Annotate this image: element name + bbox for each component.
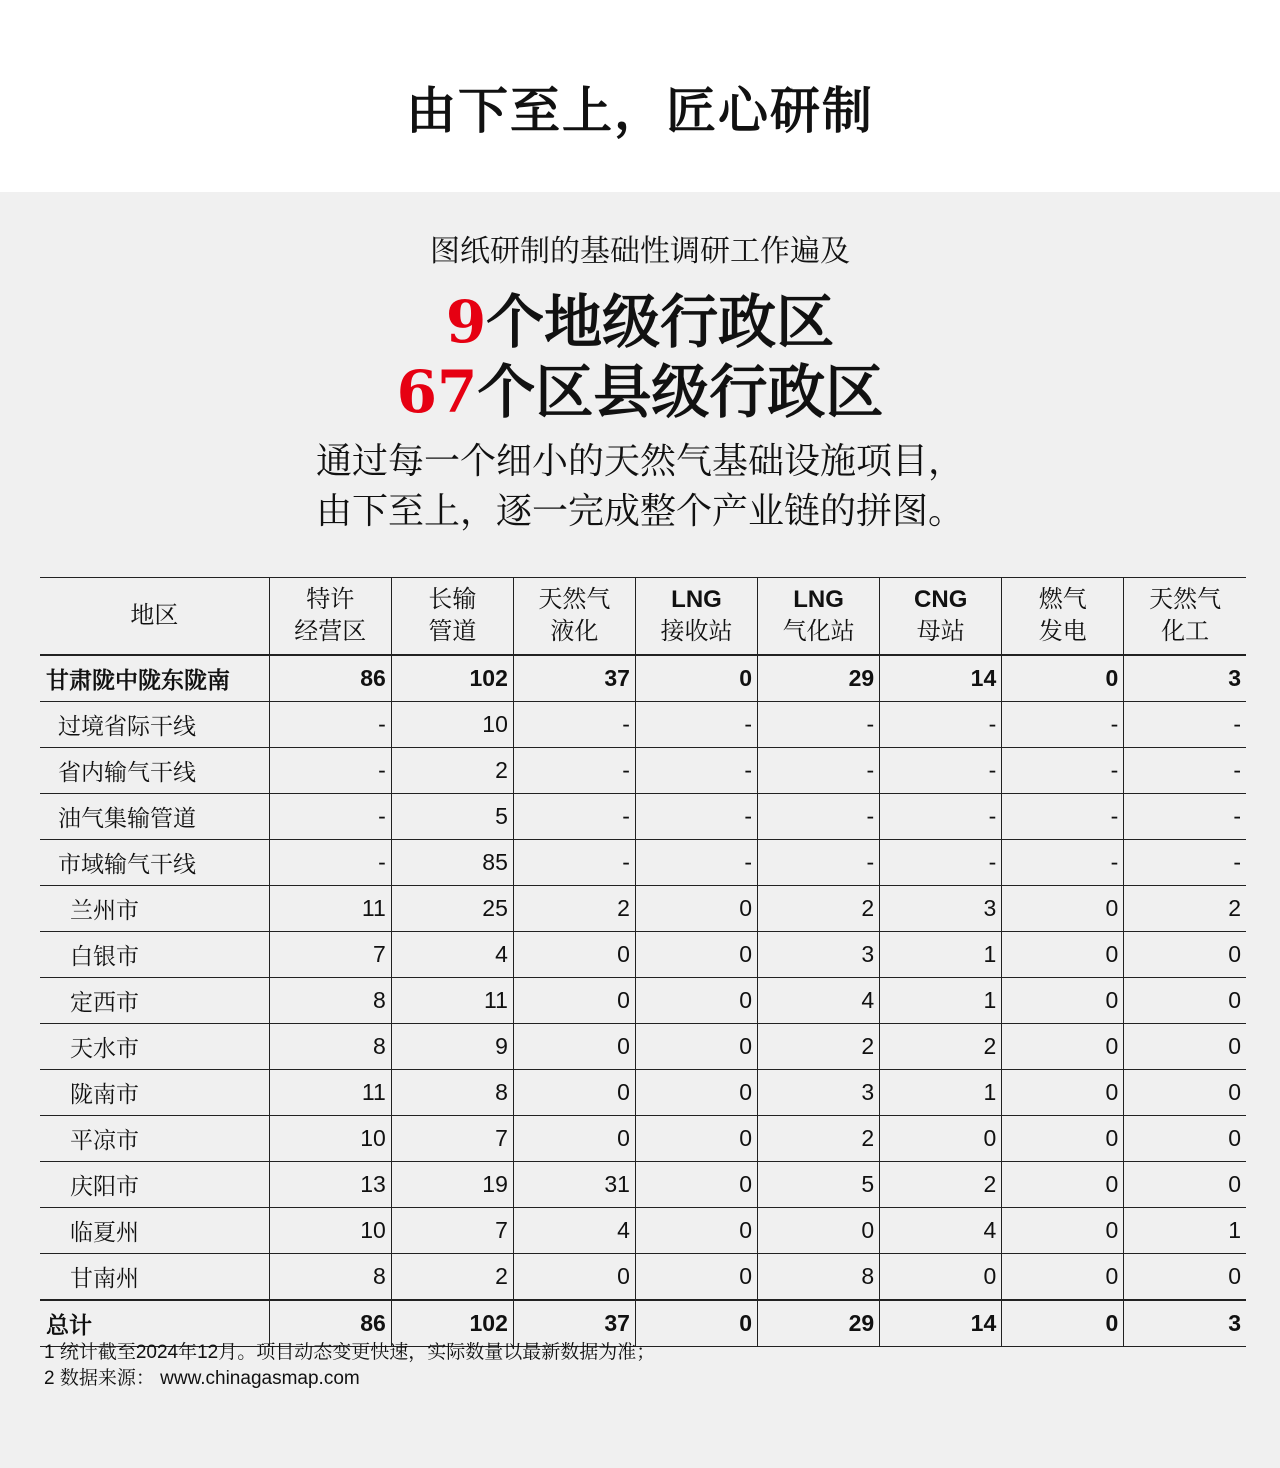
value-cell: 29 <box>758 655 880 702</box>
value-cell: 0 <box>1124 1116 1246 1162</box>
value-cell: 0 <box>635 1116 757 1162</box>
value-cell: 0 <box>1002 886 1124 932</box>
value-cell: 4 <box>513 1208 635 1254</box>
value-cell: 29 <box>758 1300 880 1347</box>
value-cell: - <box>880 748 1002 794</box>
value-cell: - <box>635 840 757 886</box>
table-row <box>40 978 1246 1024</box>
column-header-line1: 地区 <box>130 602 179 629</box>
description-line-2: 由下至上，逐一完成整个产业链的拼图。 <box>315 491 964 532</box>
region-name-cell: 天水市 <box>40 1024 269 1070</box>
column-header-line1: LNG <box>671 586 722 613</box>
column-header-line1: 燃气 <box>1038 586 1087 613</box>
value-cell: 8 <box>391 1070 513 1116</box>
value-cell: 31 <box>513 1162 635 1208</box>
value-cell: 19 <box>391 1162 513 1208</box>
value-cell: 85 <box>391 840 513 886</box>
column-header <box>391 578 513 656</box>
column-header <box>1124 578 1246 656</box>
value-cell: 2 <box>391 1254 513 1301</box>
value-cell: - <box>1002 794 1124 840</box>
column-header-line1: 长输 <box>428 586 477 613</box>
value-cell: 0 <box>1002 1208 1124 1254</box>
region-name-cell: 庆阳市 <box>40 1162 269 1208</box>
value-cell: 0 <box>880 1254 1002 1301</box>
column-header <box>758 578 880 656</box>
value-cell: - <box>880 794 1002 840</box>
table-row <box>40 1070 1246 1116</box>
region-name-cell: 省内输气干线 <box>40 748 269 794</box>
value-cell: 11 <box>269 886 391 932</box>
value-cell: 37 <box>513 655 635 702</box>
value-cell: 10 <box>391 702 513 748</box>
table-row <box>40 932 1246 978</box>
value-cell: - <box>758 702 880 748</box>
value-cell: 2 <box>1124 886 1246 932</box>
value-cell: - <box>758 794 880 840</box>
value-cell: 4 <box>758 978 880 1024</box>
column-header-line2: 化工 <box>1161 618 1210 645</box>
value-cell: - <box>1124 748 1246 794</box>
region-name-cell: 平凉市 <box>40 1116 269 1162</box>
value-cell: 0 <box>1124 1070 1246 1116</box>
value-cell: 2 <box>391 748 513 794</box>
column-header-line2: 接收站 <box>660 618 733 645</box>
value-cell: 0 <box>635 1208 757 1254</box>
column-header-line2: 管道 <box>428 618 477 645</box>
value-cell: 0 <box>513 1254 635 1301</box>
value-cell: 0 <box>1124 978 1246 1024</box>
page-title: 由下至上，匠心研制 <box>406 82 874 140</box>
value-cell: 10 <box>269 1116 391 1162</box>
stat-line-prefecture <box>0 288 1280 356</box>
footnote-1: 1 统计截至2024年12月。项目动态变更快速，实际数量以最新数据为准； <box>44 1342 656 1363</box>
value-cell: 0 <box>513 1116 635 1162</box>
value-cell: - <box>1124 840 1246 886</box>
value-cell: 0 <box>635 978 757 1024</box>
column-header-line1: LNG <box>793 586 844 613</box>
region-name-cell: 临夏州 <box>40 1208 269 1254</box>
value-cell: 4 <box>391 932 513 978</box>
value-cell: - <box>1124 794 1246 840</box>
value-cell: 0 <box>513 1070 635 1116</box>
value-cell: 0 <box>635 1254 757 1301</box>
table-row <box>40 1208 1246 1254</box>
content-panel <box>0 192 1280 1468</box>
column-header <box>1002 578 1124 656</box>
region-name-cell: 总计 <box>40 1300 269 1347</box>
value-cell: 8 <box>269 1254 391 1301</box>
value-cell: 2 <box>758 1116 880 1162</box>
value-cell: 86 <box>269 655 391 702</box>
table-row <box>40 702 1246 748</box>
table-row <box>40 886 1246 932</box>
value-cell: 5 <box>758 1162 880 1208</box>
value-cell: - <box>880 840 1002 886</box>
column-header <box>880 578 1002 656</box>
region-name-cell: 甘肃陇中陇东陇南 <box>40 655 269 702</box>
column-header-line1: 天然气 <box>1149 586 1222 613</box>
value-cell: 102 <box>391 1300 513 1347</box>
value-cell: 0 <box>1124 932 1246 978</box>
value-cell: - <box>635 748 757 794</box>
value-cell: 0 <box>635 655 757 702</box>
value-cell: 0 <box>1002 1116 1124 1162</box>
region-name-cell: 白银市 <box>40 932 269 978</box>
value-cell: - <box>269 748 391 794</box>
table-row <box>40 748 1246 794</box>
value-cell: - <box>513 840 635 886</box>
column-header <box>513 578 635 656</box>
region-name-cell: 市域输气干线 <box>40 840 269 886</box>
value-cell: 2 <box>513 886 635 932</box>
value-cell: 37 <box>513 1300 635 1347</box>
description-line-1: 通过每一个细小的天然气基础设施项目， <box>315 441 964 482</box>
table-row <box>40 794 1246 840</box>
value-cell: 0 <box>513 932 635 978</box>
value-cell: 0 <box>635 1024 757 1070</box>
value-cell: 0 <box>1124 1254 1246 1301</box>
value-cell: 0 <box>880 1116 1002 1162</box>
value-cell: 11 <box>269 1070 391 1116</box>
infrastructure-table <box>40 577 1246 1347</box>
value-cell: 0 <box>635 932 757 978</box>
value-cell: 8 <box>758 1254 880 1301</box>
value-cell: 2 <box>758 1024 880 1070</box>
region-name-cell: 定西市 <box>40 978 269 1024</box>
value-cell: 0 <box>1002 1024 1124 1070</box>
value-cell: 0 <box>513 978 635 1024</box>
value-cell: - <box>1002 840 1124 886</box>
value-cell: 3 <box>758 1070 880 1116</box>
value-cell: - <box>1002 748 1124 794</box>
column-header-line2: 发电 <box>1038 618 1087 645</box>
value-cell: - <box>758 748 880 794</box>
value-cell: 0 <box>1002 978 1124 1024</box>
prefecture-count: 9 <box>445 288 487 356</box>
value-cell: - <box>880 702 1002 748</box>
value-cell: 0 <box>1002 932 1124 978</box>
footnotes <box>44 1340 655 1392</box>
value-cell: - <box>269 794 391 840</box>
value-cell: 9 <box>391 1024 513 1070</box>
value-cell: - <box>1124 702 1246 748</box>
value-cell: 8 <box>269 978 391 1024</box>
value-cell: 0 <box>635 886 757 932</box>
value-cell: 25 <box>391 886 513 932</box>
value-cell: 0 <box>635 1300 757 1347</box>
value-cell: 14 <box>880 1300 1002 1347</box>
value-cell: 0 <box>1124 1024 1246 1070</box>
table-row <box>40 655 1246 702</box>
region-name-cell: 过境省际干线 <box>40 702 269 748</box>
value-cell: 0 <box>758 1208 880 1254</box>
table-row <box>40 840 1246 886</box>
value-cell: - <box>635 702 757 748</box>
value-cell: 2 <box>880 1162 1002 1208</box>
value-cell: - <box>513 702 635 748</box>
value-cell: 0 <box>635 1070 757 1116</box>
value-cell: 14 <box>880 655 1002 702</box>
value-cell: 0 <box>1002 1300 1124 1347</box>
column-header <box>635 578 757 656</box>
value-cell: 10 <box>269 1208 391 1254</box>
value-cell: 0 <box>513 1024 635 1070</box>
intro-subtitle: 图纸研制的基础性调研工作遍及 <box>430 234 850 269</box>
county-count: 67 <box>396 358 478 426</box>
table-header-row <box>40 578 1246 656</box>
value-cell: - <box>758 840 880 886</box>
value-cell: - <box>513 794 635 840</box>
value-cell: - <box>635 794 757 840</box>
value-cell: 2 <box>880 1024 1002 1070</box>
column-header-line1: 天然气 <box>538 586 611 613</box>
column-header-line2: 母站 <box>916 618 965 645</box>
value-cell: 0 <box>1002 655 1124 702</box>
region-name-cell: 油气集输管道 <box>40 794 269 840</box>
table-row <box>40 1254 1246 1301</box>
column-header-line2: 经营区 <box>294 618 367 645</box>
table-row <box>40 1024 1246 1070</box>
value-cell: 1 <box>1124 1208 1246 1254</box>
value-cell: - <box>513 748 635 794</box>
value-cell: 7 <box>391 1116 513 1162</box>
value-cell: 5 <box>391 794 513 840</box>
value-cell: 2 <box>758 886 880 932</box>
value-cell: 3 <box>1124 655 1246 702</box>
table-row <box>40 1116 1246 1162</box>
value-cell: - <box>269 702 391 748</box>
value-cell: 1 <box>880 932 1002 978</box>
header-section <box>0 0 1280 192</box>
value-cell: 7 <box>269 932 391 978</box>
footnote-2: 2 数据来源： www.chinagasmap.com <box>44 1368 360 1389</box>
value-cell: 8 <box>269 1024 391 1070</box>
prefecture-label: 个地级行政区 <box>486 288 835 356</box>
value-cell: 7 <box>391 1208 513 1254</box>
column-header-line2: 液化 <box>550 618 599 645</box>
value-cell: 0 <box>1002 1254 1124 1301</box>
value-cell: 1 <box>880 1070 1002 1116</box>
value-cell: 3 <box>880 886 1002 932</box>
value-cell: 1 <box>880 978 1002 1024</box>
value-cell: 11 <box>391 978 513 1024</box>
value-cell: 4 <box>880 1208 1002 1254</box>
column-header-line1: 特许 <box>306 586 355 613</box>
value-cell: - <box>1002 702 1124 748</box>
column-header <box>269 578 391 656</box>
value-cell: 102 <box>391 655 513 702</box>
value-cell: 0 <box>1002 1070 1124 1116</box>
region-name-cell: 陇南市 <box>40 1070 269 1116</box>
table-row <box>40 1162 1246 1208</box>
value-cell: 0 <box>635 1162 757 1208</box>
value-cell: 0 <box>1002 1162 1124 1208</box>
column-header-line2: 气化站 <box>782 618 855 645</box>
stat-line-county <box>0 358 1280 426</box>
value-cell: 13 <box>269 1162 391 1208</box>
region-name-cell: 甘南州 <box>40 1254 269 1301</box>
value-cell: 0 <box>1124 1162 1246 1208</box>
value-cell: 86 <box>269 1300 391 1347</box>
column-header <box>40 578 269 656</box>
value-cell: 3 <box>758 932 880 978</box>
region-name-cell: 兰州市 <box>40 886 269 932</box>
value-cell: 3 <box>1124 1300 1246 1347</box>
column-header-line1: CNG <box>914 586 968 613</box>
county-label: 个区县级行政区 <box>477 358 884 426</box>
value-cell: - <box>269 840 391 886</box>
